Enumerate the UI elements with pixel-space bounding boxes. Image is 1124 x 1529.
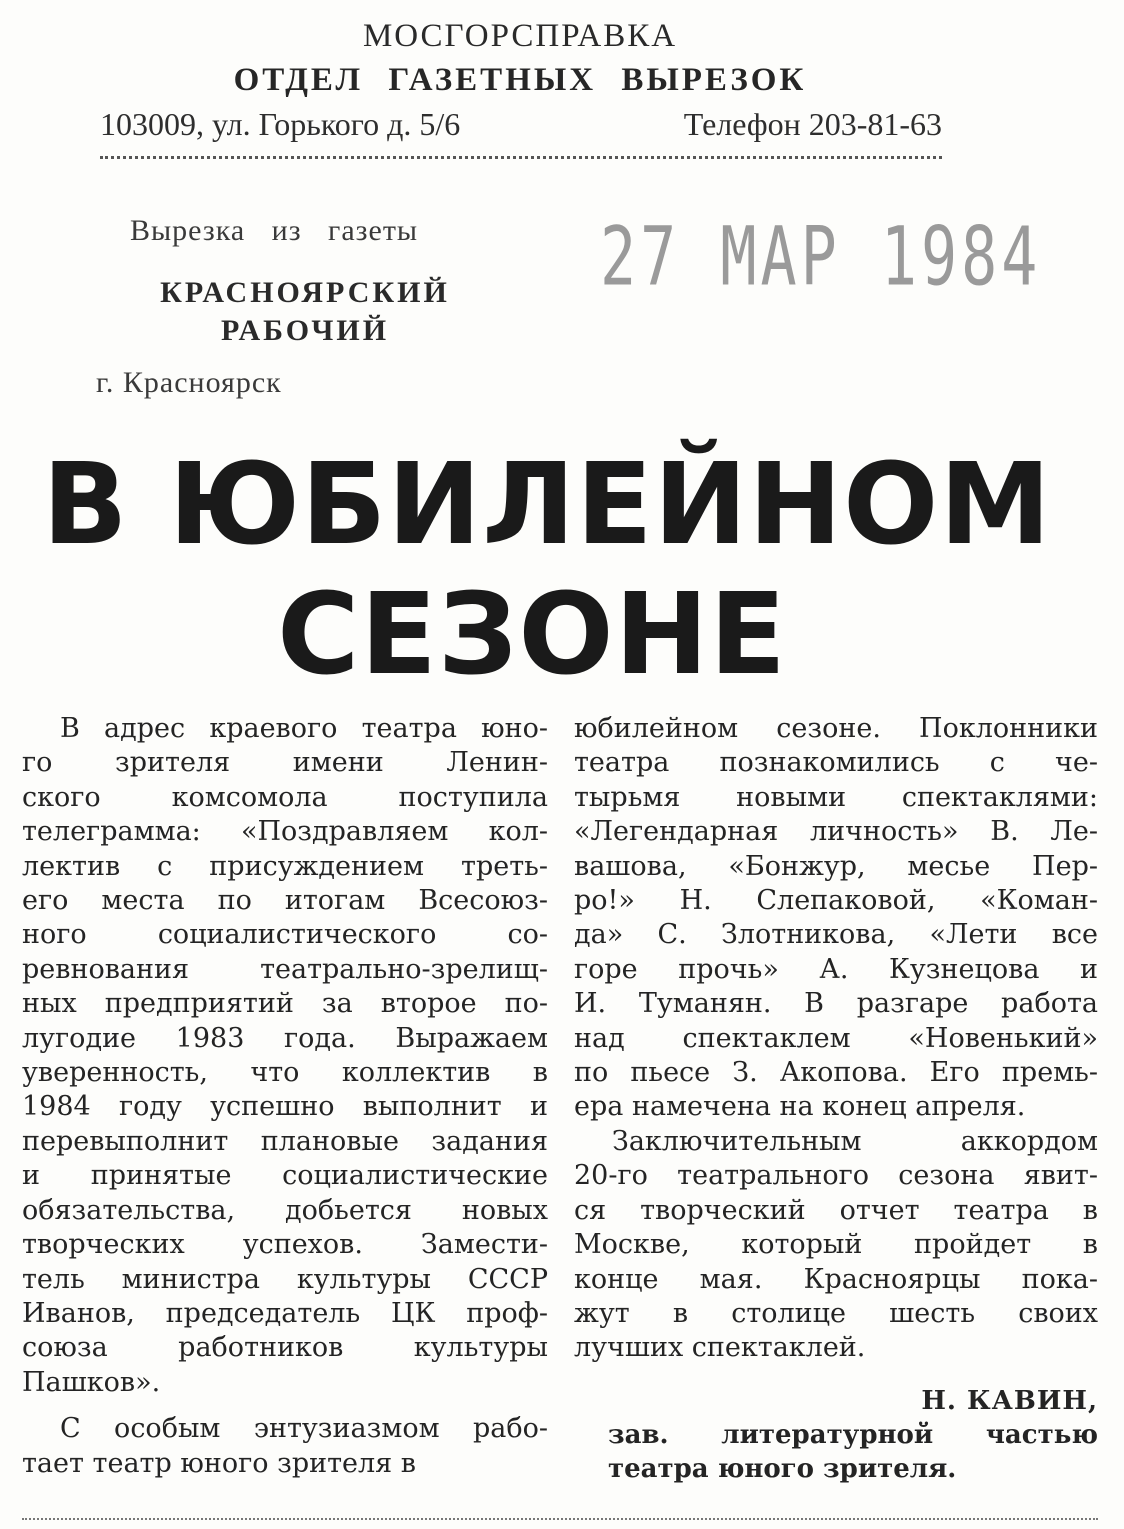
article-line: И. Туманян. В разгаре работа	[574, 988, 1098, 1020]
source-newspaper	[130, 274, 480, 350]
article-line: Москве, который пройдет в	[574, 1229, 1098, 1261]
article-line: уверенность, что коллектив в	[22, 1057, 548, 1089]
article-line: жут в столице шесть своих	[574, 1297, 1098, 1329]
article-line: го зрителя имени Ленин-	[22, 747, 548, 779]
article-line: юбилейном сезоне. Поклонники	[574, 713, 1098, 744]
article-column-left	[22, 712, 548, 1481]
article-column-right	[574, 712, 1098, 1366]
article-headline	[0, 440, 1124, 700]
headline-line1: В ЮБИЛЕЙНОМ	[42, 440, 1052, 570]
article-line: по пьесе З. Акопова. Его премь-	[574, 1057, 1098, 1089]
article-line: «Легендарная личность» В. Ле-	[574, 816, 1098, 848]
article-paragraph	[574, 712, 1098, 1125]
article-line: горе прочь» А. Кузнецова и	[574, 953, 1098, 985]
article-line: театра познакомились с че-	[574, 747, 1098, 779]
article-paragraph	[22, 1412, 548, 1481]
source-city: г. Красноярск	[96, 366, 282, 399]
bottom-divider	[22, 1518, 1098, 1520]
article-line: 1984 году успешно выполнит и	[22, 1091, 548, 1123]
author-position	[574, 1418, 1098, 1486]
article-line: лугодие 1983 года. Выражаем	[22, 1022, 548, 1054]
article-line: его места по итогам Всесоюз-	[22, 885, 548, 917]
newspaper-name-line1: КРАСНОЯРСКИЙ	[160, 276, 450, 309]
bureau-address: 103009, ул. Горького д. 5/6	[100, 106, 461, 142]
article-paragraph	[22, 712, 548, 1400]
bureau-department: ОТДЕЛ ГАЗЕТНЫХ ВЫРЕЗОК	[233, 62, 807, 98]
article-line: телеграмма: «Поздравляем кол-	[22, 816, 548, 848]
article-line: ревнования театрально-зрелищ-	[22, 953, 548, 985]
author-position-line2: театра юного зрителя.	[608, 1454, 957, 1484]
article-line: вашова, «Бонжур, месье Пер-	[574, 850, 1098, 882]
bureau-contacts	[90, 102, 950, 146]
source-label: Вырезка из газеты	[130, 214, 419, 247]
article-paragraph	[574, 1125, 1098, 1366]
article-line: над спектаклем «Новенький»	[574, 1022, 1098, 1054]
article-line: ного социалистического со-	[22, 919, 548, 951]
author-name: Н. КАВИН,	[921, 1386, 1098, 1416]
article-line: Пашков».	[22, 1366, 161, 1398]
header-divider	[100, 156, 942, 159]
article-line: и принятые социалистические	[22, 1160, 548, 1192]
article-line: ных предприятий за второе по-	[22, 988, 548, 1020]
bureau-phone: Телефон 203-81-63	[683, 106, 942, 142]
article-line: ро!» Н. Слепаковой, «Коман-	[574, 885, 1098, 917]
article-line: лектив с присуждением треть-	[22, 850, 548, 882]
author-position-line1: зав. литературной частью	[608, 1420, 1098, 1450]
article-line: союза работников культуры	[22, 1332, 548, 1364]
article-line: Заключительным аккордом	[612, 1125, 1098, 1157]
article-line: тает театр юного зрителя в	[22, 1447, 416, 1479]
article-line: перевыполнит плановые задания	[22, 1125, 548, 1157]
article-line: ся творческий отчет театра в	[574, 1194, 1098, 1226]
article-line: 20-го театрального сезона явит-	[574, 1160, 1098, 1192]
article-line: лучших спектаклей.	[574, 1332, 866, 1364]
article-line: ского комсомола поступила	[22, 781, 548, 813]
article-line: творческих успехов. Замести-	[22, 1229, 548, 1261]
article-line: Иванов, председатель ЦК проф-	[22, 1297, 548, 1329]
article-line: обязательства, добьется новых	[22, 1194, 548, 1226]
bureau-name: МОСГОРСПРАВКА	[362, 18, 678, 54]
article-line: С особым энтузиазмом рабо-	[60, 1413, 548, 1445]
date-stamp: 27 МАР 1984	[600, 210, 1042, 305]
bureau-header	[90, 14, 950, 146]
article-line: ера намечена на конец апреля.	[574, 1091, 1026, 1123]
newspaper-name-line2: РАБОЧИЙ	[220, 314, 390, 347]
article-line: тель министра культуры СССР	[22, 1263, 548, 1295]
article-line: тырьмя новыми спектаклями:	[574, 781, 1098, 813]
headline-line2: СЕЗОНЕ	[277, 570, 787, 700]
article-line: конце мая. Красноярцы пока-	[574, 1263, 1098, 1295]
article-line: В адрес краевого театра юно-	[60, 713, 548, 744]
article-line: да» С. Злотникова, «Лети все	[574, 919, 1098, 951]
article-signature	[574, 1384, 1098, 1486]
